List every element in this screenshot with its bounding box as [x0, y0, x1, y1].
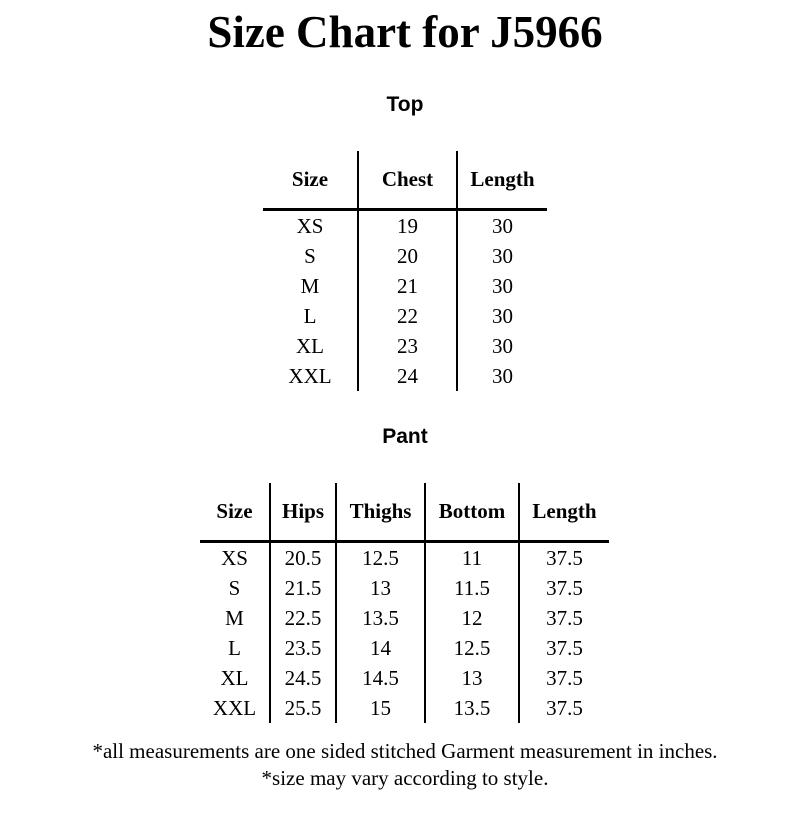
table-cell: 25.5 [270, 693, 336, 723]
table-cell: 12.5 [336, 542, 425, 574]
table-cell: 30 [492, 334, 513, 358]
table-cell: XL [263, 331, 358, 361]
table-cell: 30 [492, 304, 513, 328]
table-cell: 15 [336, 693, 425, 723]
table-row [263, 301, 547, 331]
table-cell: 14.5 [336, 663, 425, 693]
table-cell: L [263, 301, 358, 331]
table-cell: 37.5 [546, 696, 583, 720]
pant-size-table [200, 483, 609, 723]
table-cell: 24 [358, 361, 457, 391]
table-cell: M [200, 603, 270, 633]
column-header: Thighs [336, 483, 425, 542]
table-cell: XXL [200, 693, 270, 723]
table-cell: S [200, 573, 270, 603]
table-cell: XS [263, 210, 358, 242]
table-cell: 21.5 [270, 573, 336, 603]
table-cell: 30 [492, 244, 513, 268]
table-cell: 22 [358, 301, 457, 331]
table-cell: 12.5 [425, 633, 519, 663]
size-variation-note: *size may vary according to style. [261, 766, 549, 790]
column-header: Chest [358, 151, 457, 210]
column-header: Size [263, 151, 358, 210]
table-cell: XS [200, 542, 270, 574]
table-row [263, 210, 547, 242]
table-cell: XL [200, 663, 270, 693]
table-cell: 23.5 [270, 633, 336, 663]
table-cell: 14 [336, 633, 425, 663]
table-cell: 37.5 [546, 636, 583, 660]
table-cell: 13.5 [425, 693, 519, 723]
table-cell: 37.5 [546, 606, 583, 630]
table-row [200, 663, 609, 693]
table-header-row [263, 151, 547, 210]
table-cell: 24.5 [270, 663, 336, 693]
table-cell: 13 [425, 663, 519, 693]
page-title: Size Chart for J5966 [207, 7, 603, 57]
measurement-note: *all measurements are one sided stitched Garment measurement in inches. [92, 739, 718, 763]
top-section-title: Top [386, 93, 424, 116]
column-header: Length [519, 483, 609, 542]
table-cell: 37.5 [546, 666, 583, 690]
table-header-row [200, 483, 609, 542]
table-row [200, 573, 609, 603]
column-header: Bottom [425, 483, 519, 542]
table-cell: 19 [358, 210, 457, 242]
table-cell: 37.5 [546, 546, 583, 570]
table-cell: 20.5 [270, 542, 336, 574]
table-cell: 23 [358, 331, 457, 361]
table-row [200, 633, 609, 663]
table-cell: 22.5 [270, 603, 336, 633]
table-cell: 30 [492, 214, 513, 238]
table-row [263, 331, 547, 361]
table-cell: XXL [263, 361, 358, 391]
table-cell: 13 [336, 573, 425, 603]
table-cell: M [263, 271, 358, 301]
table-row [200, 603, 609, 633]
table-cell: 12 [425, 603, 519, 633]
table-cell: 20 [358, 241, 457, 271]
table-cell: 21 [358, 271, 457, 301]
table-cell: L [200, 633, 270, 663]
column-header: Length [457, 151, 547, 210]
table-cell: 13.5 [336, 603, 425, 633]
table-cell: 37.5 [546, 576, 583, 600]
table-row [263, 241, 547, 271]
table-cell: 11.5 [425, 573, 519, 603]
table-row [200, 693, 609, 723]
column-header: Hips [270, 483, 336, 542]
table-row [200, 542, 609, 574]
column-header: Size [200, 483, 270, 542]
table-cell: 30 [492, 274, 513, 298]
top-size-table [263, 151, 547, 391]
table-cell: 11 [425, 542, 519, 574]
table-row [263, 361, 547, 391]
pant-section-title: Pant [382, 425, 428, 448]
table-cell: S [263, 241, 358, 271]
table-row [263, 271, 547, 301]
table-cell: 30 [492, 364, 513, 388]
